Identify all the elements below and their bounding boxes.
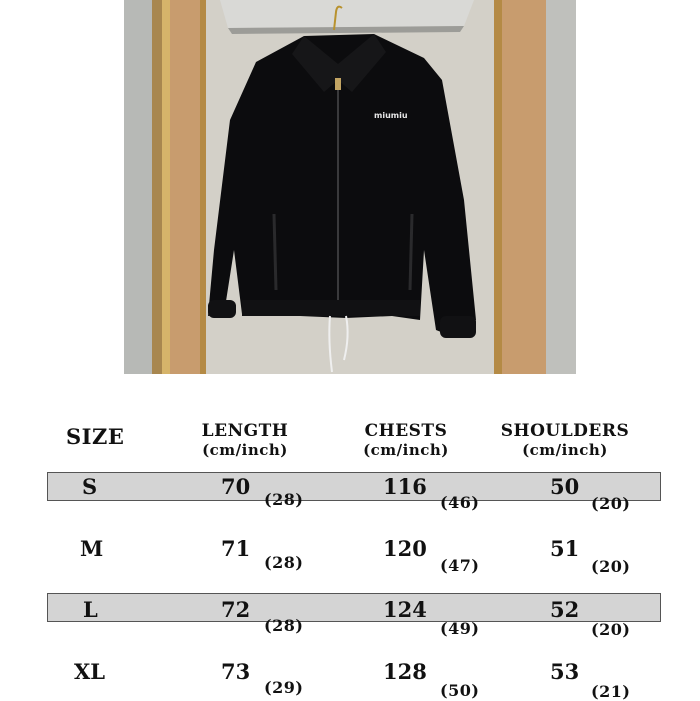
size-label-xl: XL (74, 659, 106, 684)
length-header-unit: (cm/inch) (202, 441, 288, 460)
length-inch-l: (28) (264, 616, 304, 635)
shoulders-header (500, 421, 630, 459)
length-value-m: 71 (221, 536, 251, 561)
length-value-s: 70 (221, 474, 251, 499)
chest-inch-l: (49) (440, 619, 480, 638)
chest-value-xl: 128 (383, 659, 427, 684)
length-inch-xl: (29) (264, 678, 304, 697)
size-label-s: S (82, 474, 98, 499)
shoulders-header-unit: (cm/inch) (522, 441, 608, 460)
shoulder-inch-s: (20) (591, 494, 631, 513)
shoulder-value-s: 50 (550, 474, 580, 499)
chest-value-s: 116 (383, 474, 427, 499)
shoulder-inch-xl: (21) (591, 682, 631, 701)
shoulder-value-l: 52 (550, 597, 580, 622)
chests-header (358, 421, 454, 459)
chest-value-m: 120 (383, 536, 427, 561)
chest-inch-m: (47) (440, 556, 480, 575)
shoulder-value-m: 51 (550, 536, 580, 561)
size-label-l: L (83, 597, 98, 622)
chest-inch-s: (46) (440, 493, 480, 512)
length-inch-s: (28) (264, 490, 304, 509)
length-value-xl: 73 (221, 659, 251, 684)
chests-header-unit: (cm/inch) (363, 441, 449, 460)
length-header-title: LENGTH (201, 421, 289, 441)
brand-print-text: miumiu (374, 111, 408, 120)
size-header: SIZE (66, 424, 125, 449)
length-inch-m: (28) (264, 553, 304, 572)
size-label-m: M (80, 536, 104, 561)
product-photo (124, 0, 576, 374)
jacket-illustration (124, 0, 576, 374)
shoulders-header-title: SHOULDERS (500, 421, 630, 441)
shoulder-value-xl: 53 (550, 659, 580, 684)
chest-inch-xl: (50) (440, 681, 480, 700)
length-header (195, 421, 295, 459)
chest-value-l: 124 (383, 597, 427, 622)
length-value-l: 72 (221, 597, 251, 622)
chests-header-title: CHESTS (364, 421, 448, 441)
shoulder-inch-m: (20) (591, 557, 631, 576)
shoulder-inch-l: (20) (591, 620, 631, 639)
